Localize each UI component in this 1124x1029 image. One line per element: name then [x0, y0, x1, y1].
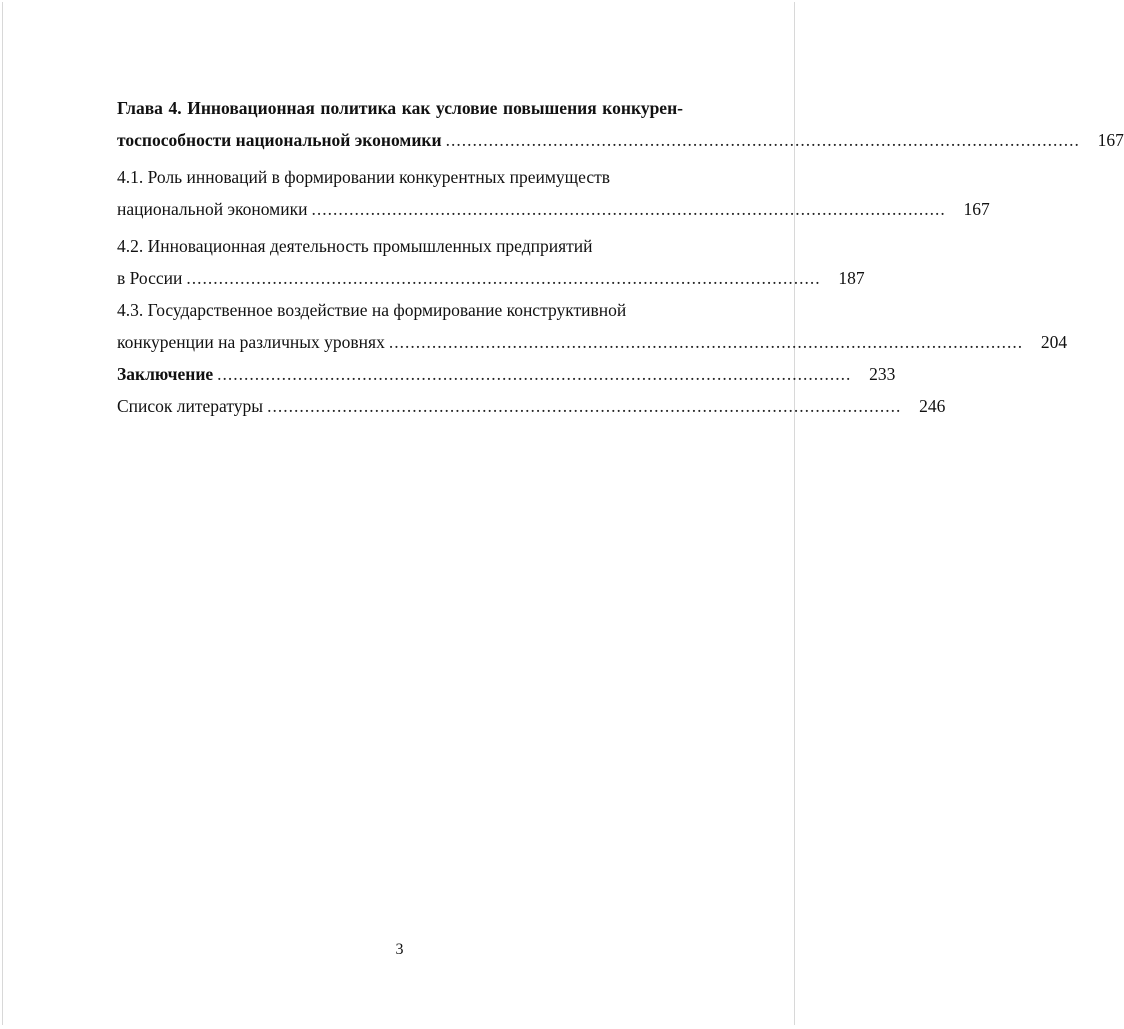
dot-leader: ......................................................................................................................	[217, 364, 852, 384]
toc-section-4-2-page-number: 187	[838, 268, 865, 288]
page-number-folio: 3	[395, 941, 404, 958]
toc-section-4-1-title-line-1: 4.1. Роль инноваций в формировании конкурентных преимуществ	[117, 167, 611, 187]
table-of-contents	[117, 92, 1124, 422]
dot-leader: ......................................................................................................................	[267, 396, 902, 416]
dot-leader: ......................................................................................................................	[311, 199, 946, 219]
toc-section-4-1-title-line-2: национальной экономики	[117, 199, 308, 219]
toc-section-4-1-entry	[117, 193, 990, 225]
toc-section-4-1-page-number: 167	[963, 199, 990, 219]
toc-chapter-4-title-line-2: тоспособности национальной экономики	[117, 130, 442, 150]
toc-section-4-2-title-line-1: 4.2. Инновационная деятельность промышленных предприятий	[117, 236, 593, 256]
toc-chapter-4-title-line-1: Глава 4. Инновационная политика как условие повышения конкурен-	[117, 98, 683, 118]
dot-leader: ......................................................................................................................	[445, 130, 1080, 150]
toc-references-title: Список литературы	[117, 396, 264, 416]
toc-conclusion-title: Заключение	[117, 364, 214, 384]
dot-leader: ......................................................................................................................	[388, 332, 1024, 352]
toc-chapter-4-entry	[117, 124, 1124, 156]
toc-section-4-2-title-line-2: в России	[117, 268, 183, 288]
dot-leader: ......................................................................................................................	[186, 268, 821, 288]
toc-references-page-number: 246	[919, 396, 946, 416]
toc-section-4-3-title-line-2: конкуренции на различных уровнях	[117, 332, 385, 352]
toc-section-4-3-entry	[117, 326, 1068, 358]
toc-section-4-3-page-number: 204	[1040, 332, 1068, 352]
toc-chapter-4-page-number: 167	[1097, 130, 1124, 150]
toc-section-4-3-title-line-1: 4.3. Государственное воздействие на формирование конструктивной	[117, 300, 627, 320]
toc-section-4-2-entry	[117, 262, 865, 294]
toc-references-entry	[117, 390, 946, 422]
toc-conclusion-page-number: 233	[869, 364, 896, 384]
toc-conclusion-entry	[117, 358, 896, 390]
